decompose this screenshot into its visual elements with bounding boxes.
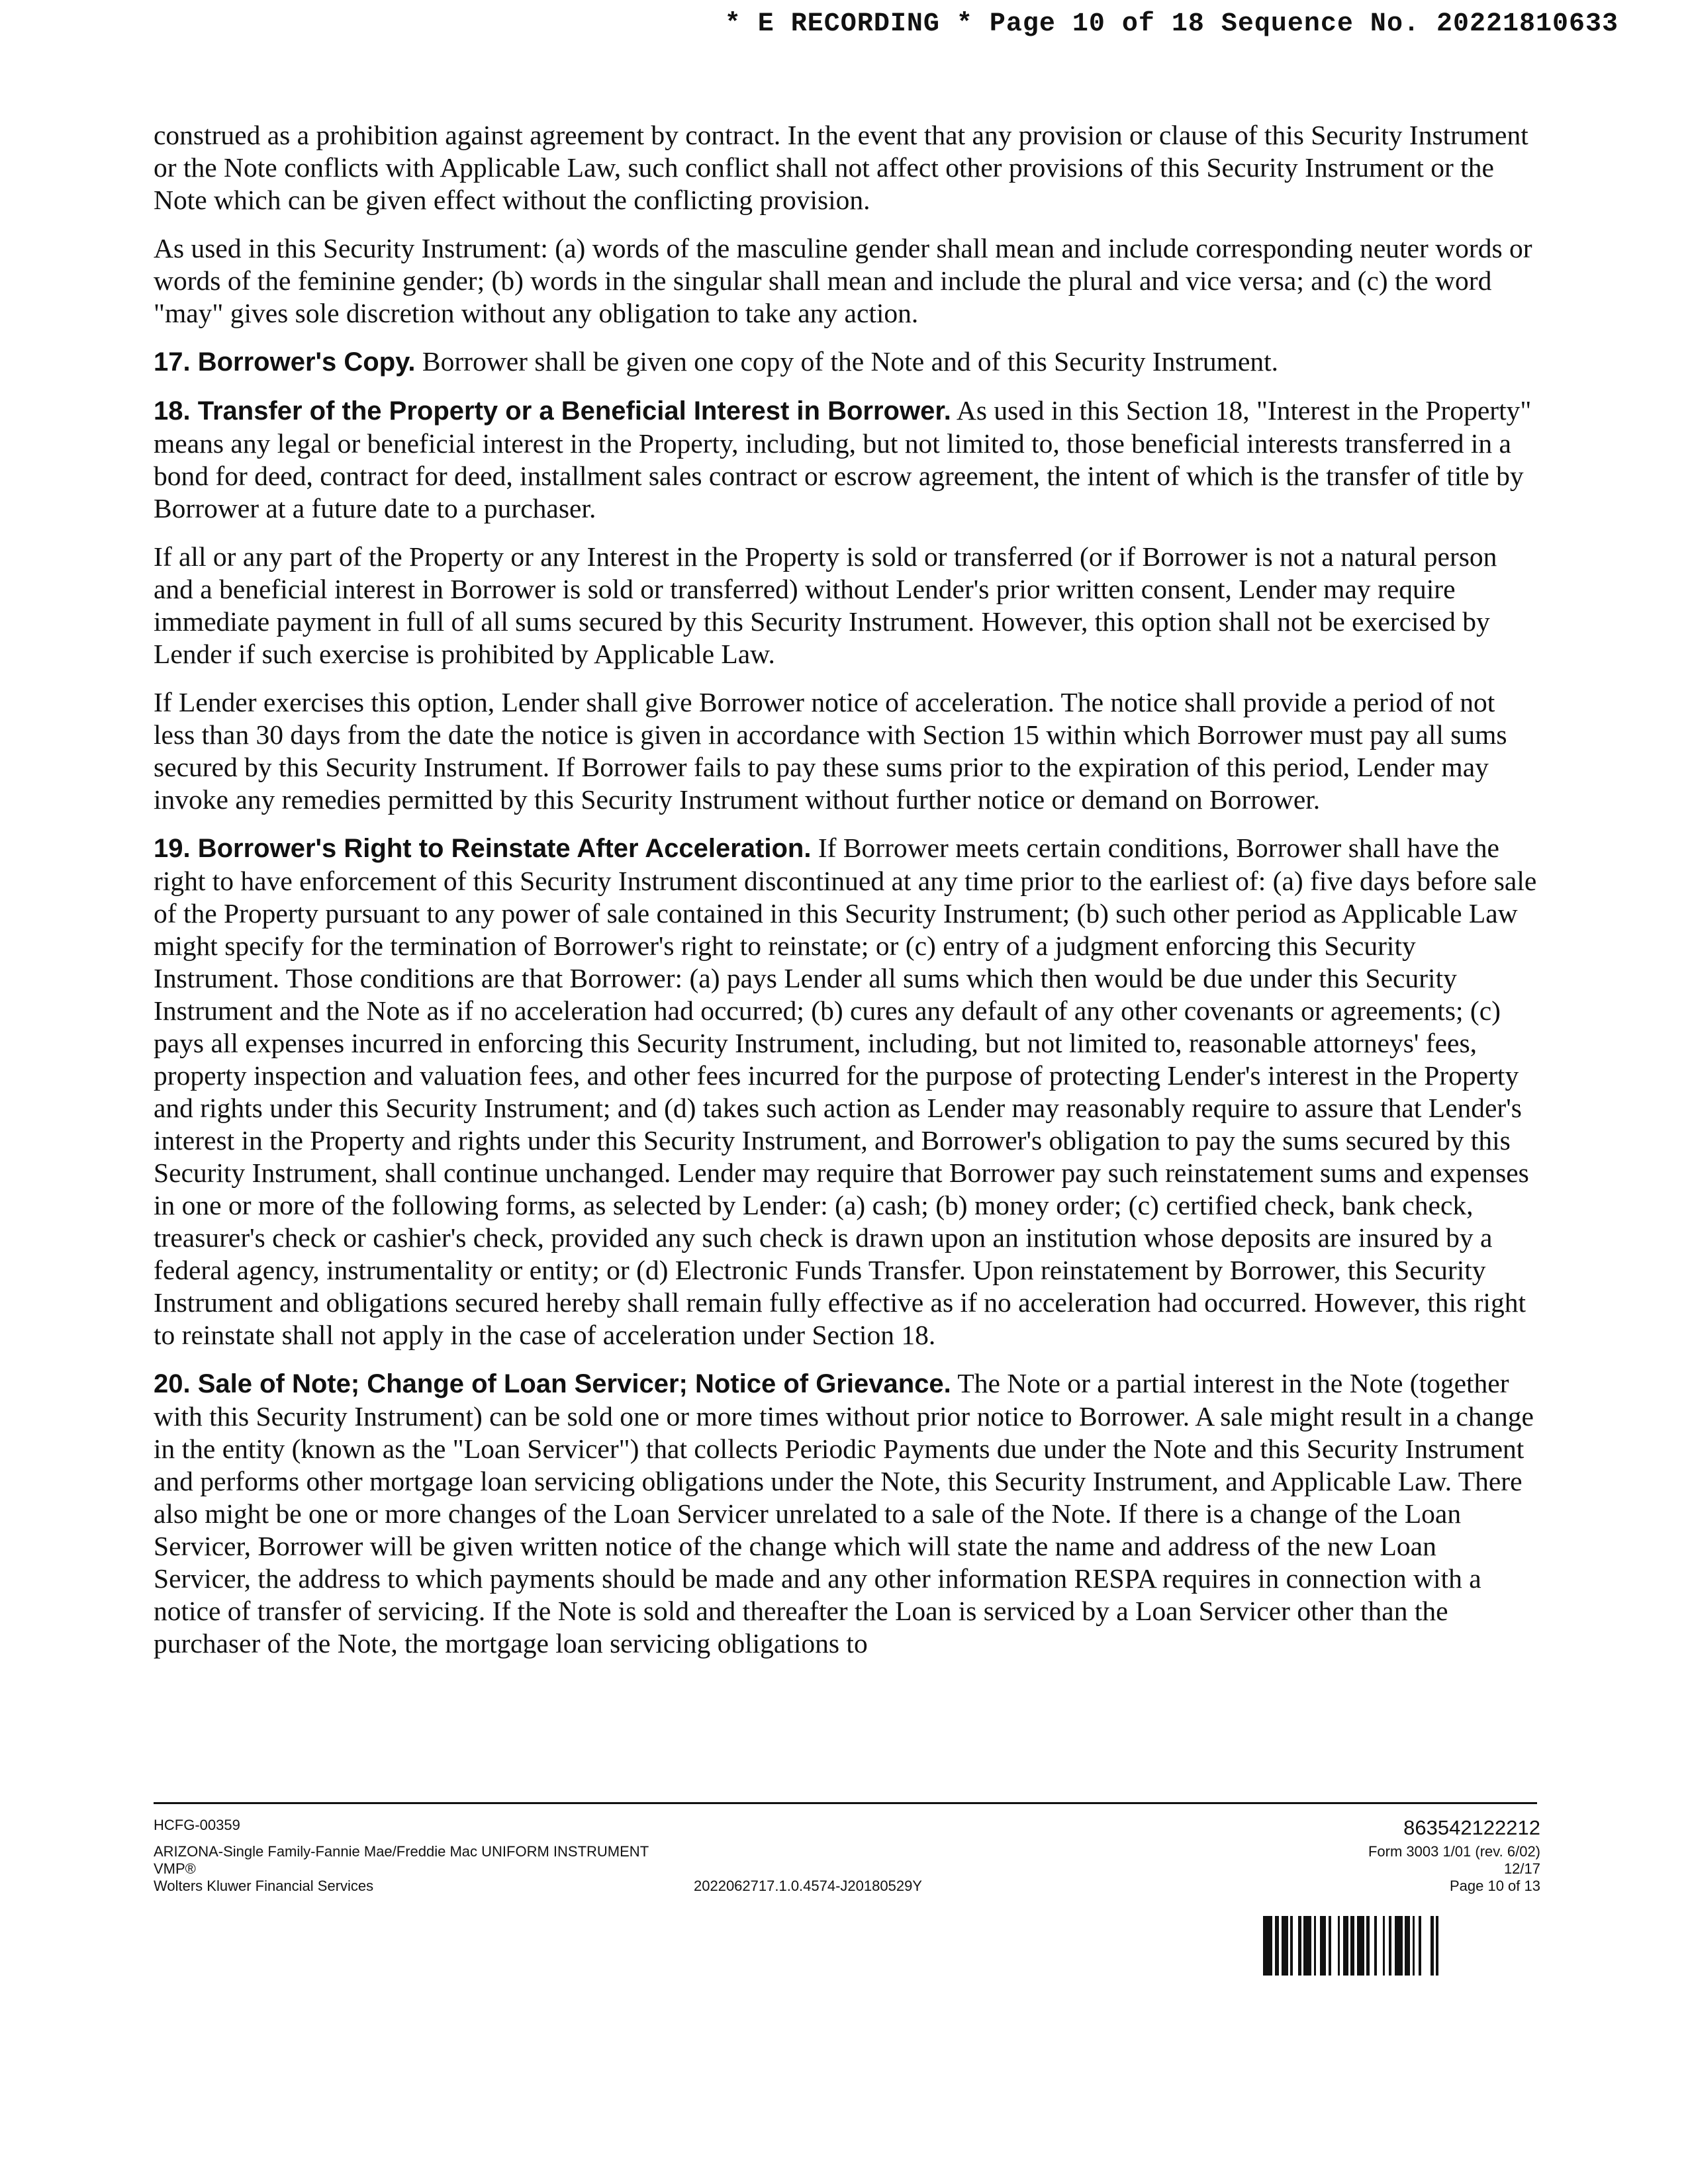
barcode-bar [1343,1916,1348,1976]
section-heading: 19. Borrower's Right to Reinstate After Acceleration. [154,834,812,863]
form-number: Form 3003 1/01 (rev. 6/02) [1368,1843,1540,1860]
barcode-gap [1370,1916,1374,1976]
section-heading: 20. Sale of Note; Change of Loan Servicer; Notice of Grievance. [154,1369,951,1398]
recording-header: * E RECORDING * Page 10 of 18 Sequence No. 20221810633 [724,9,1618,39]
barcode-gap [1331,1916,1338,1976]
section-heading: 18. Transfer of the Property or a Beneficial Interest in Borrower. [154,396,951,426]
barcode-bar [1303,1916,1311,1976]
section-17-paragraph [154,345,1537,379]
barcode-gap [1421,1916,1430,1976]
paragraph-text: If Borrower meets certain conditions, Borrower shall have the right to have enforcement of this Security Instrument discontinued at any time prior to the earliest of: (a) five days before sale of the Property pursuant to any power of sale contained in this Security Instrument; (b) such other period as Applicable Law might specify for the termination of Borrower's right to reinstate; or (c) entry of a judgment enforcing this Security Instrument. Those conditions are that Borrower: (a) pays Lender all sums which then would be due under this Security Instrument and the Note as if no acceleration had occurred; (b) cures any default of any other covenants or agreements; (c) pays all expenses incurred in enforcing this Security Instrument, including, but not limited to, reasonable attorneys' fees, property inspection and valuation fees, and other fees incurred for the purpose of protecting Lender's interest in the Property and rights under this Security Instrument; and (d) takes such action as Lender may reasonably require to assure that Lender's interest in the Property and rights under this Security Instrument, and Borrower's obligation to pay the sums secured by this Security Instrument, shall continue unchanged. Lender may require that Borrower pay such reinstatement sums and expenses in one or more of the following forms, as selected by Lender: (a) cash; (b) money order; (c) certified check, bank check, treasurer's check or cashier's check, provided any such check is drawn upon an institution whose deposits are insured by a federal agency, instrumentality or entity; or (d) Electronic Funds Transfer. Upon reinstatement by Borrower, this Security Instrument and obligations secured hereby shall remain fully effective as if no acceleration had occurred. However, this right to reinstate shall not apply in the case of acceleration under Section 18. [154,833,1537,1350]
paragraph [154,232,1537,330]
paragraph [154,686,1537,816]
paragraph [154,541,1537,670]
paragraph-text: construed as a prohibition against agreement by contract. In the event that any provision or clause of this Security Instrument or the Note conflicts with Applicable Law, such conflict shall not affect other provisions of this Security Instrument or the Note which can be given effect without the conflicting provision. [154,120,1528,215]
paragraph [154,119,1537,216]
section-heading: 17. Borrower's Copy. [154,347,416,377]
section-19-paragraph [154,832,1537,1351]
loan-number: 863542122212 [1403,1816,1540,1839]
paragraph-text: The Note or a partial interest in the Note (together with this Security Instrument) can be sold one or more times without prior notice to Borrower. A sale might result in a change in the entity (known as the "Loan Servicer") that collects Periodic Payments due under the Note and this Security Instrument and performs other mortgage loan servicing obligations under the Note, this Security Instrument, and Applicable Law. There also might be one or more changes of the Loan Servicer unrelated to a sale of the Note. If there is a change of the Loan Servicer, Borrower will be given written notice of the change which will state the name and address of the new Loan Servicer, the address to which payments should be made and any other information RESPA requires in connection with a notice of transfer of servicing. If the Note is sold and thereafter the Loan is serviced by a Loan Servicer other than the purchaser of the Note, the mortgage loan servicing obligations to [154,1368,1534,1659]
publisher: Wolters Kluwer Financial Services [154,1878,374,1894]
paragraph-text: As used in this Security Instrument: (a) words of the masculine gender shall mean and include corresponding neuter words or words of the feminine gender; (b) words in the singular shall mean and include the plural and vice versa; and (c) the word "may" gives sole discretion without any obligation to take any action. [154,233,1532,328]
barcode-bar [1436,1916,1438,1976]
barcode-bar [1282,1916,1288,1976]
barcode-bar [1320,1916,1326,1976]
section-18-paragraph [154,394,1537,525]
revision: 12/17 [1503,1860,1540,1877]
barcode-bar [1263,1916,1272,1976]
barcode-bar [1357,1916,1364,1976]
document-body [154,119,1537,1676]
document-id: 2022062717.1.0.4574-J20180529Y [694,1878,922,1894]
barcode-graphic [1263,1916,1536,1976]
paragraph-text: If all or any part of the Property or any Interest in the Property is sold or transferred (or if Borrower is not a natural person and a beneficial interest in Borrower is sold or transferred) without Lender's prior written consent, Lender may require immediate payment in full of all sums secured by this Security Instrument. However, this option shall not be exercised by Lender if such exercise is prohibited by Applicable Law. [154,541,1497,669]
footer-divider [154,1802,1537,1804]
barcode-gap [1293,1916,1298,1976]
brand: VMP® [154,1860,196,1877]
section-20-paragraph [154,1367,1537,1660]
barcode-gap [1377,1916,1383,1976]
paragraph-text: If Lender exercises this option, Lender shall give Borrower notice of acceleration. The notice shall provide a period of not less than 30 days from the date the notice is given in accordance with Section 15 within which Borrower must pay all sums secured by this Security Instrument. If Borrower fails to pay these sums prior to the expiration of this period, Lender may invoke any remedies permitted by this Security Instrument without further notice or demand on Borrower. [154,687,1507,815]
form-code: HCFG-00359 [154,1817,240,1833]
paragraph-text: Borrower shall be given one copy of the Note and of this Security Instrument. [422,346,1279,377]
barcode-bar [1405,1916,1410,1976]
instrument-title: ARIZONA-Single Family-Fannie Mae/Freddie Mac UNIFORM INSTRUMENT [154,1843,649,1860]
paragraph-text: As used in this Section 18, "Interest in the Property" means any legal or beneficial interest in the Property, including, but not limited to, those beneficial interests transferred in a bond for deed, contract for deed, installment sales contract or escrow agreement, the intent of which is the transfer of title by Borrower at a future date to a purchaser. [154,395,1532,523]
page-indicator: Page 10 of 13 [1449,1878,1540,1894]
barcode-bar [1395,1916,1403,1976]
